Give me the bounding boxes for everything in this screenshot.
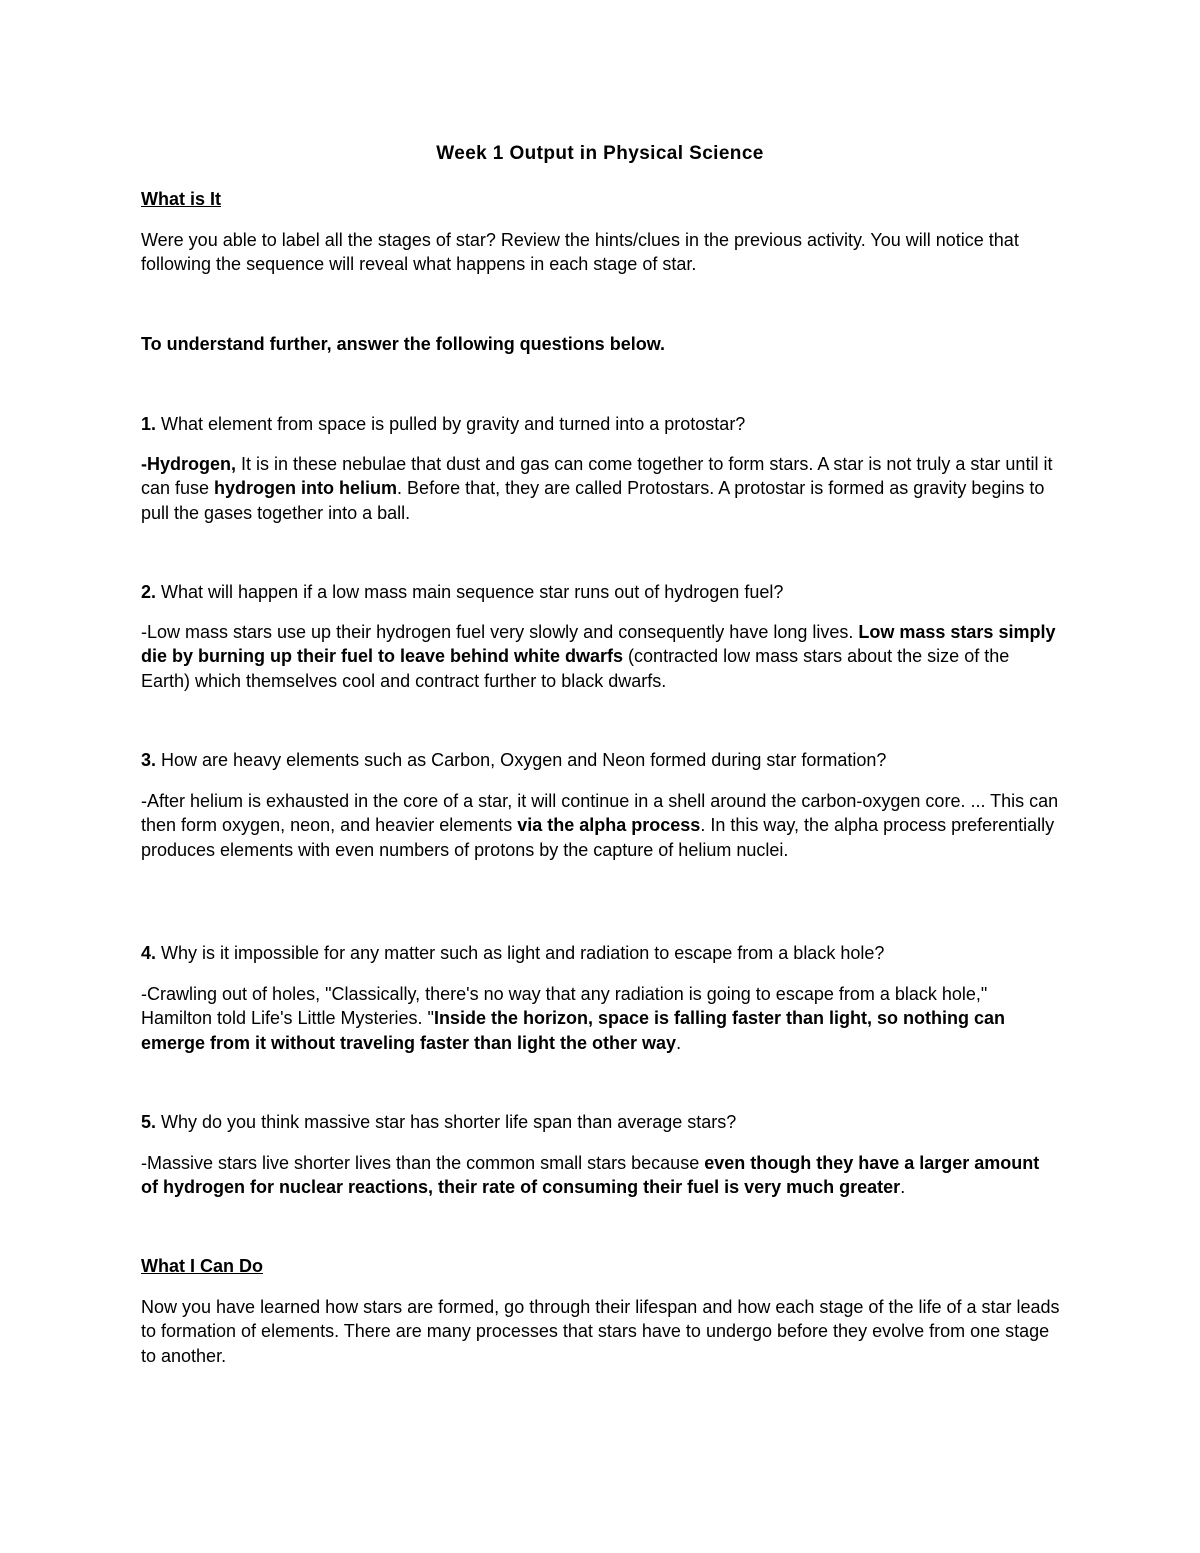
question-number: 5.: [141, 1112, 157, 1132]
answer-2: [141, 620, 1061, 693]
answer-segment: hydrogen into helium: [214, 478, 398, 499]
answer-segment: -Massive stars live shorter lives than the common small stars because: [141, 1153, 705, 1173]
answer-5: [141, 1151, 1061, 1200]
answer-segment: (contracted low mass stars about the size of the Earth) which themselves cool and contract further to black dwarfs.: [141, 646, 1010, 691]
question-text: Why is it impossible for any matter such as light and radiation to escape from a black hole?: [156, 943, 885, 963]
answer-3: [141, 789, 1061, 862]
answer-segment: Inside the horizon, space is falling faster than light, so nothing can emerge from it without traveling faster than light the other way: [141, 1008, 1005, 1053]
instruction-text: To understand further, answer the following questions below.: [141, 334, 666, 354]
answer-segment: even though they have a larger amount of hydrogen for nuclear reactions, their rate of consuming their fuel is very much greater: [141, 1153, 1040, 1198]
question-number: 4.: [141, 943, 157, 963]
answer-segment: Low mass stars simply die by burning up their fuel to leave behind white dwarfs: [141, 622, 1056, 667]
section-heading-what-is-it: What is It: [141, 189, 221, 209]
answer-segment: . In this way, the alpha process preferentially produces elements with even numbers of protons by the capture of helium nuclei.: [141, 815, 1055, 860]
question-5: [141, 1110, 1061, 1134]
answer-segment: It is in these nebulae that dust and gas can come together to form stars. A star is not truly a star until it can fuse: [141, 454, 1053, 499]
answer-segment: -Crawling out of holes, "Classically, there's no way that any radiation is going to escape from a black hole," Hamilton told Life's Little Mysteries. ": [141, 984, 988, 1029]
answer-4: [141, 982, 1061, 1055]
question-4: [141, 941, 1061, 965]
answer-1: [141, 452, 1061, 525]
question-number: 2.: [141, 582, 157, 602]
answer-segment: via the alpha process: [517, 815, 701, 836]
closing-paragraph: Now you have learned how stars are formed, go through their lifespan and how each stage of the life of a star leads to formation of elements. There are many processes that stars have to undergo before they evolve from one stage to another.: [141, 1297, 1060, 1366]
question-3: [141, 748, 1061, 772]
question-1: [141, 412, 1061, 436]
section-heading-what-i-can-do: What I Can Do: [141, 1256, 263, 1276]
answer-segment: -After helium is exhausted in the core of a star, it will continue in a shell around the carbon-oxygen core. ... This can then form oxygen, neon, and heavier elements: [141, 791, 1059, 836]
answer-segment: .: [676, 1032, 682, 1053]
question-text: Why do you think massive star has shorter life span than average stars?: [156, 1112, 737, 1132]
question-text: What element from space is pulled by gravity and turned into a protostar?: [156, 414, 746, 434]
answer-segment: .: [900, 1177, 906, 1198]
question-text: What will happen if a low mass main sequence star runs out of hydrogen fuel?: [156, 582, 784, 602]
answer-segment: . Before that, they are called Protostars. A protostar is formed as gravity begins to pull the gases together into a ball.: [141, 478, 1045, 523]
answer-segment: -Low mass stars use up their hydrogen fuel very slowly and consequently have long lives.: [141, 622, 859, 642]
question-number: 1.: [141, 414, 157, 434]
document-title: Week 1 Output in Physical Science: [436, 143, 764, 164]
question-number: 3.: [141, 750, 157, 770]
answer-segment: -Hydrogen,: [141, 454, 237, 474]
intro-paragraph: Were you able to label all the stages of star? Review the hints/clues in the previous activity. You will notice that following the sequence will reveal what happens in each stage of star.: [141, 230, 1019, 275]
question-2: [141, 580, 1061, 604]
question-text: How are heavy elements such as Carbon, Oxygen and Neon formed during star formation?: [156, 750, 887, 770]
